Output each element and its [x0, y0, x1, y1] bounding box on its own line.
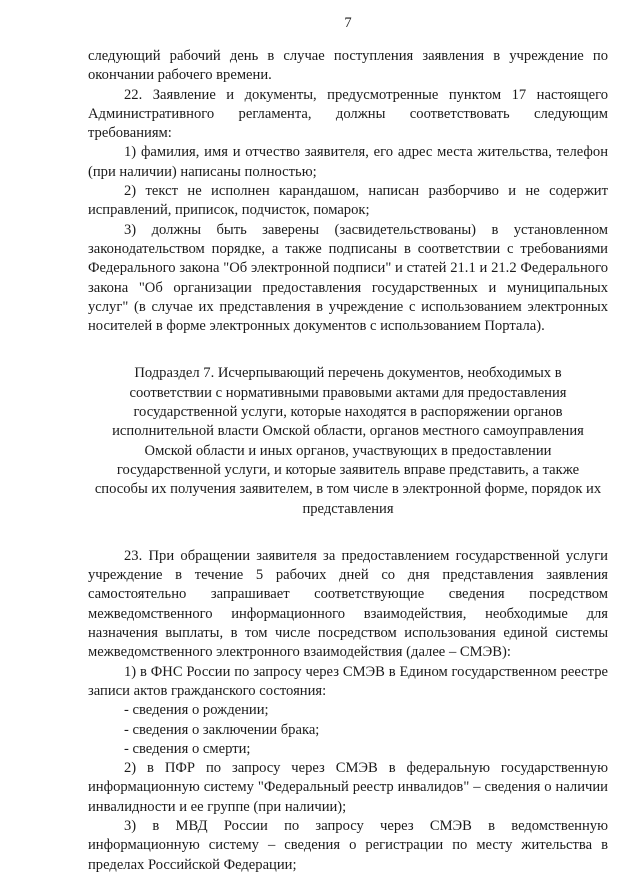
paragraph-23-item-2: 2) в ПФР по запросу через СМЭВ в федеральную государственную информационную систему "Федеральный реестр инвалидов" – сведения о наличии инвалидности и ее группе (при наличии);	[88, 760, 608, 815]
paragraph-22-item-1: 1) фамилия, имя и отчество заявителя, его адрес места жительства, телефон (при наличии) написаны полностью;	[88, 144, 608, 180]
list-item: - сведения о смерти;	[124, 740, 251, 757]
paragraph-23-item-3: 3) в МВД России по запросу через СМЭВ в ведомственную информационную систему – сведения о регистрации по месту жительства в пределах Российской Федерации;	[88, 817, 608, 873]
paragraph-continuation: следующий рабочий день в случае поступления заявления в учреждение по окончании рабочего времени.	[88, 48, 608, 84]
document-page	[88, 14, 608, 875]
paragraph-23-item-1: 1) в ФНС России по запросу через СМЭВ в Едином государственном реестре записи актов гражданского состояния:	[88, 663, 608, 699]
paragraph-22-item-3: 3) должны быть заверены (засвидетельствованы) в установленном законодательством порядке, а также подписаны в соответствии с требованиями Федерального закона "Об электронной подписи" и статей 21.1 и 21.2 Федерального закона "Об организации предоставления государственных и муниципальных услуг" (в случае их представления в учреждение с использованием электронных носителей в форме электронных документов с использованием Портала).	[88, 221, 608, 335]
subsection-heading: Подраздел 7. Исчерпывающий перечень документов, необходимых в соответствии с нормативными правовыми актами для предоставления государственной услуги, которые находятся в распоряжении органов исполнительной власти Омской области, органов местного самоуправления Омской области и иных органов, участвующих в предоставлении государственной услуги, и которые заявитель вправе представить, а также способы их получения заявителем, в том числе в электронной форме, порядок их представления	[94, 365, 602, 517]
paragraph-23: 23. При обращении заявителя за предоставлением государственной услуги учреждение в течение 5 рабочих дней со дня представления заявления самостоятельно запрашивает соответствующие сведения посредством межведомственного информационного взаимодействия, необходимые для назначения выплаты, в том числе посредством использования единой системы межведомственного электронного взаимодействия (далее – СМЭВ):	[88, 547, 608, 661]
list-item: - сведения о рождении;	[124, 702, 269, 719]
page-number: 7	[344, 15, 352, 31]
paragraph-22: 22. Заявление и документы, предусмотренные пунктом 17 настоящего Административного регламента, должны соответствовать следующим требованиям:	[88, 86, 608, 142]
paragraph-22-item-2: 2) текст не исполнен карандашом, написан разборчиво и не содержит исправлений, приписок, подчисток, помарок;	[88, 183, 608, 219]
list-item: - сведения о заключении брака;	[124, 721, 320, 738]
